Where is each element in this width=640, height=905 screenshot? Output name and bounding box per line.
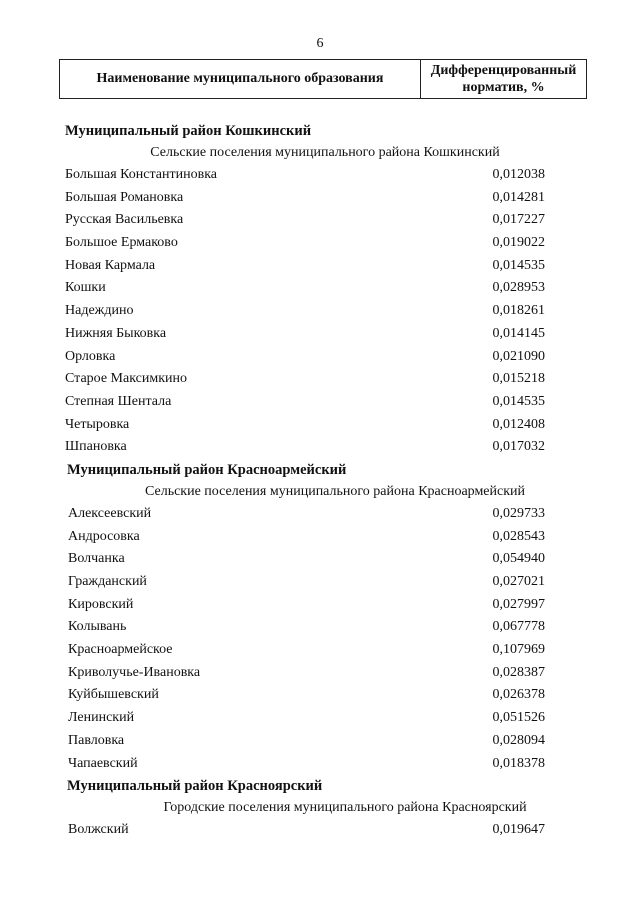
- norm-value: 0,017227: [492, 212, 545, 228]
- settlement-name: Русская Васильевка: [65, 212, 184, 228]
- norm-value: 0,018261: [492, 303, 545, 319]
- district-subtitle: Городские поселения муниципального района Красноярский: [163, 800, 527, 816]
- table-row: [65, 391, 545, 414]
- norm-value: 0,028543: [492, 528, 545, 544]
- settlement-name: Андросовка: [68, 528, 140, 544]
- settlement-name: Большое Ермаково: [65, 235, 178, 251]
- settlement-name: Гражданский: [68, 574, 147, 589]
- norm-value: 0,014281: [492, 189, 545, 205]
- table-row: [65, 548, 545, 571]
- settlement-name: Шпановка: [65, 439, 127, 455]
- table-row: [65, 526, 545, 549]
- settlement-name: Большая Романовка: [65, 189, 184, 205]
- settlement-name: Волжский: [68, 822, 129, 838]
- settlement-name: Алексеевский: [68, 505, 152, 521]
- settlement-name: Нижняя Быковка: [65, 325, 167, 341]
- norm-value: 0,019647: [492, 822, 545, 838]
- norm-value: 0,019022: [492, 235, 545, 251]
- table-row: [65, 436, 545, 459]
- table-row: [65, 594, 545, 617]
- norm-value: 0,026378: [492, 687, 545, 703]
- header-column-name: Наименование муниципального образования: [60, 60, 421, 98]
- district-title: Муниципальный район Красноярский: [67, 778, 323, 795]
- norm-value: 0,018378: [492, 755, 545, 771]
- district-block-koshkinsky: [65, 120, 545, 459]
- norm-value: 0,012408: [492, 416, 545, 432]
- table-row: [65, 346, 545, 369]
- table-row: [65, 753, 545, 776]
- page-number: 6: [316, 36, 324, 51]
- district-title: Муниципальный район Кошкинский: [65, 123, 312, 139]
- table-row: [65, 323, 545, 346]
- settlement-name: Красноармейское: [68, 642, 173, 658]
- district-subtitle: Сельские поселения муниципального района Кошкинский: [150, 145, 500, 160]
- table-row: [65, 707, 545, 730]
- settlement-name: Ленинский: [68, 710, 135, 726]
- norm-value: 0,067778: [492, 619, 545, 635]
- table-row: [65, 684, 545, 707]
- settlement-name: Большая Константиновка: [65, 167, 218, 182]
- norm-value: 0,015218: [492, 371, 545, 387]
- table-row: [65, 277, 545, 300]
- settlement-name: Орловка: [65, 348, 116, 364]
- norm-value: 0,028094: [492, 732, 545, 748]
- norm-value: 0,029733: [492, 505, 545, 521]
- norm-value: 0,107969: [492, 642, 545, 658]
- settlement-name: Степная Шентала: [65, 393, 172, 409]
- norm-value: 0,014145: [492, 325, 545, 341]
- table-row: [65, 819, 545, 842]
- district-block-krasnoarmeysky: [65, 459, 545, 775]
- table-row: [65, 639, 545, 662]
- table-header: [59, 59, 587, 99]
- table-row: [65, 255, 545, 278]
- norm-value: 0,021090: [492, 348, 545, 364]
- district-title: Муниципальный район Красноармейский: [67, 461, 347, 478]
- norm-value: 0,014535: [492, 393, 545, 409]
- settlement-name: Колывань: [68, 619, 127, 635]
- settlement-name: Кошки: [65, 280, 106, 296]
- norm-value: 0,027997: [492, 596, 545, 612]
- settlement-name: Волчанка: [68, 551, 125, 567]
- header-column-norm: Дифференцированный норматив, %: [430, 63, 577, 95]
- table-row: [65, 300, 545, 323]
- district-subtitle: Сельские поселения муниципального района Красноармейский: [144, 483, 526, 499]
- settlement-list: [65, 819, 545, 842]
- settlement-name: Надеждино: [65, 303, 134, 319]
- norm-value: 0,027021: [492, 574, 545, 589]
- settlement-list: [65, 503, 545, 775]
- table-row: [65, 187, 545, 210]
- table-row: [65, 616, 545, 639]
- settlement-name: Кировский: [68, 596, 134, 612]
- norm-value: 0,028953: [492, 280, 545, 296]
- settlement-name: Чапаевский: [68, 755, 138, 771]
- settlement-name: Четыровка: [65, 416, 130, 432]
- norm-value: 0,014535: [492, 257, 545, 273]
- district-block-krasnoyarsky: [65, 775, 545, 842]
- norm-value: 0,012038: [492, 167, 545, 182]
- norm-value: 0,028387: [492, 664, 545, 680]
- table-row: [65, 368, 545, 391]
- table-row: [65, 571, 545, 594]
- table-row: [65, 232, 545, 255]
- settlement-name: Павловка: [68, 732, 125, 748]
- table-row: [65, 209, 545, 232]
- settlement-name: Старое Максимкино: [65, 371, 188, 387]
- table-row: [65, 164, 545, 187]
- table-row: [65, 662, 545, 685]
- table-row: [65, 730, 545, 753]
- settlement-name: Новая Кармала: [65, 257, 156, 273]
- settlement-name: Криволучье-Ивановка: [68, 664, 201, 680]
- table-row: [65, 503, 545, 526]
- table-row: [65, 414, 545, 437]
- settlement-list: [65, 164, 545, 459]
- norm-value: 0,054940: [492, 551, 545, 567]
- norm-value: 0,017032: [492, 439, 545, 455]
- document-content: [65, 120, 545, 842]
- settlement-name: Куйбышевский: [68, 687, 159, 703]
- norm-value: 0,051526: [492, 710, 545, 726]
